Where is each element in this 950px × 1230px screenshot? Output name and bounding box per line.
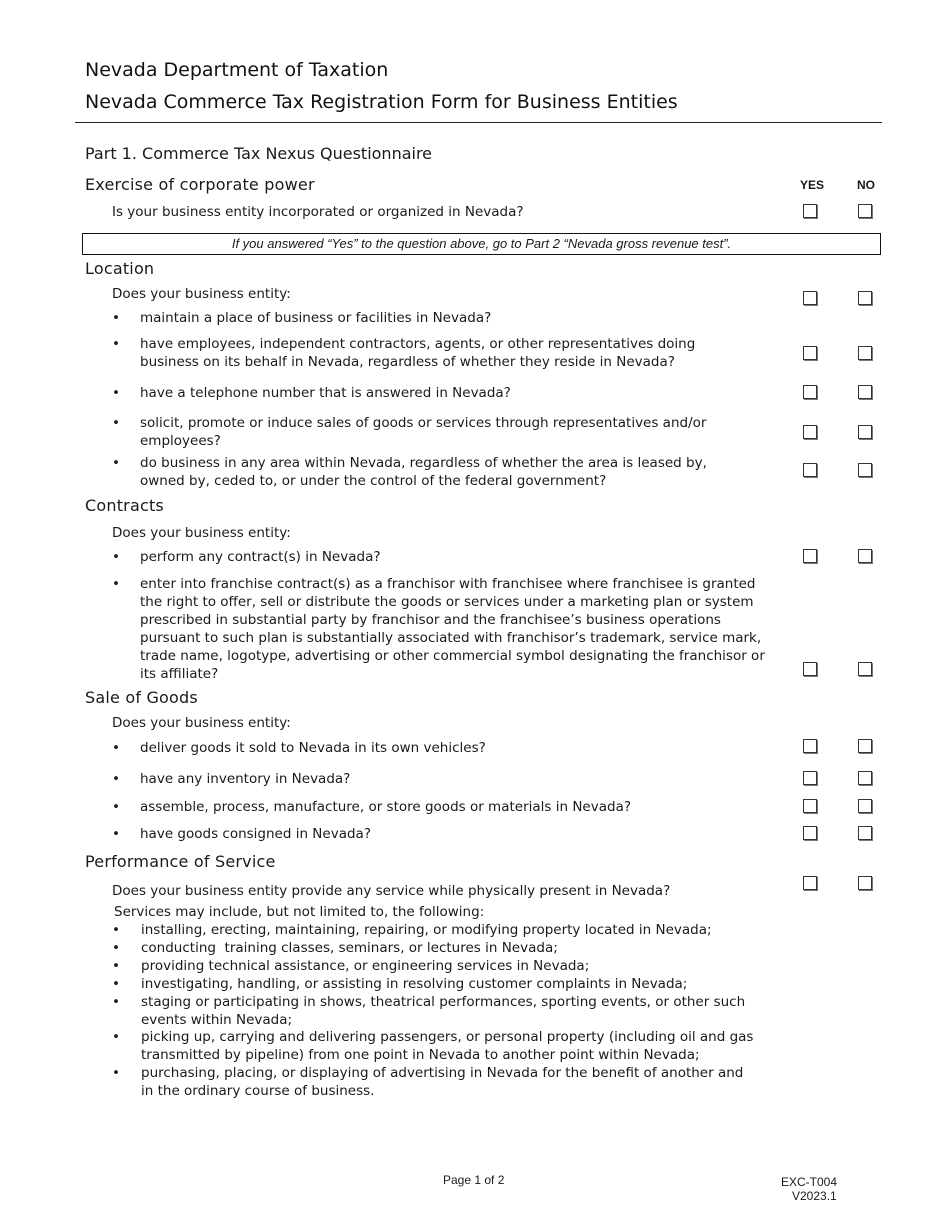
list-item [112,414,772,450]
header-rule [75,122,882,123]
bullet: • [112,958,120,974]
yes-checkbox-goods-assemble[interactable] [803,799,817,813]
page-number: Page 1 of 2 [443,1173,505,1187]
question-incorporated: Is your business entity incorporated or organized in Nevada? [112,204,524,220]
yes-checkbox-service[interactable] [803,876,817,890]
no-checkbox-location-federal-area[interactable] [858,463,872,477]
location-intro: Does your business entity: [112,286,291,302]
list-item [112,921,772,939]
list-item-text: investigating, handling, or assisting in resolving customer complaints in Nevada; [141,976,688,992]
no-checkbox-incorporated[interactable] [858,204,872,218]
list-item [112,825,772,843]
list-item-text: picking up, carrying and delivering passengers, or personal property (including oil and gas transmitted by pipeline) from one point in Nevada to another point within Nevada; [141,1029,754,1063]
department-name: Nevada Department of Taxation [85,59,389,81]
list-item [112,575,772,683]
section-title-contracts: Contracts [85,496,164,515]
list-item-text: deliver goods it sold to Nevada in its own vehicles? [140,740,486,756]
no-checkbox-service[interactable] [858,876,872,890]
list-item-text: have employees, independent contractors, agents, or other representatives doing business on its behalf in Nevada, regardless of whether they reside in Nevada? [140,336,696,370]
bullet: • [112,940,120,956]
part1-title: Part 1. Commerce Tax Nexus Questionnaire [85,144,433,163]
no-checkbox-location-telephone[interactable] [858,385,872,399]
list-item-text: have a telephone number that is answered in Nevada? [140,385,511,401]
no-checkbox-goods-assemble[interactable] [858,799,872,813]
bullet: • [112,1029,120,1045]
list-item [112,548,772,566]
list-item [112,939,772,957]
list-item-text: solicit, promote or induce sales of goods or services through representatives and/or employees? [140,415,707,449]
yes-checkbox-goods-deliver[interactable] [803,739,817,753]
list-item [112,993,772,1029]
yes-checkbox-location-intro[interactable] [803,291,817,305]
bullet: • [112,740,120,756]
yes-checkbox-contracts-franchise[interactable] [803,662,817,676]
contracts-intro: Does your business entity: [112,525,291,541]
bullet: • [112,1065,120,1081]
bullet: • [112,994,120,1010]
section-title-goods: Sale of Goods [85,688,198,707]
no-checkbox-location-intro[interactable] [858,291,872,305]
no-checkbox-location-solicit[interactable] [858,425,872,439]
form-version: V2023.1 [792,1189,837,1203]
list-item-text: installing, erecting, maintaining, repairing, or modifying property located in Nevada; [141,922,712,938]
no-checkbox-contracts-franchise[interactable] [858,662,872,676]
list-item-text: have goods consigned in Nevada? [140,826,371,842]
list-item-text: have any inventory in Nevada? [140,771,351,787]
section-title-exercise: Exercise of corporate power [85,175,315,194]
list-item-text: enter into franchise contract(s) as a franchisor with franchisee where franchisee is granted the right to offer, sell or distribute the goods or services under a marketing plan or system prescribed in substantial party by franchisor and the franchisee’s business operations pursuant to such plan is substantially associated with franchisor’s trademark, service mark, trade name, logotype, advertising or other commercial symbol designating the franchisor or its affiliate? [140,576,765,682]
section-title-service: Performance of Service [85,852,276,871]
form-code: EXC-T004 [781,1175,838,1189]
list-item-text: staging or participating in shows, theatrical performances, sporting events, or other such events within Nevada; [141,994,746,1028]
bullet: • [112,976,120,992]
bullet: • [112,922,120,938]
list-item [112,770,772,788]
list-item-text: providing technical assistance, or engineering services in Nevada; [141,958,590,974]
bullet: • [112,576,120,592]
question-service: Does your business entity provide any service while physically present in Nevada? [112,883,671,899]
goods-intro: Does your business entity: [112,715,291,731]
yes-checkbox-location-employees[interactable] [803,346,817,360]
list-item [112,1064,772,1100]
no-checkbox-goods-consigned[interactable] [858,826,872,840]
bullet: • [112,826,120,842]
yes-checkbox-location-solicit[interactable] [803,425,817,439]
bullet: • [112,415,120,431]
bullet: • [112,310,120,326]
yes-checkbox-contracts-perform[interactable] [803,549,817,563]
section-title-location: Location [85,259,155,278]
no-column-header: NO [857,178,875,192]
bullet: • [112,385,120,401]
no-checkbox-location-employees[interactable] [858,346,872,360]
list-item [112,309,772,327]
yes-checkbox-location-federal-area[interactable] [803,463,817,477]
list-item-text: assemble, process, manufacture, or store goods or materials in Nevada? [140,799,632,815]
service-list-intro: Services may include, but not limited to, the following: [114,904,485,920]
list-item [112,335,772,371]
list-item-text: do business in any area within Nevada, regardless of whether the area is leased by, owned by, ceded to, or under the control of the federal government? [140,455,707,489]
no-checkbox-goods-inventory[interactable] [858,771,872,785]
bullet: • [112,799,120,815]
bullet: • [112,771,120,787]
no-checkbox-contracts-perform[interactable] [858,549,872,563]
list-item [112,384,772,402]
list-item [112,798,772,816]
bullet: • [112,549,120,565]
list-item [112,1028,772,1064]
form-title: Nevada Commerce Tax Registration Form for Business Entities [85,91,678,113]
no-checkbox-goods-deliver[interactable] [858,739,872,753]
list-item-text: conducting training classes, seminars, or lectures in Nevada; [141,940,558,956]
list-item [112,739,772,757]
yes-checkbox-goods-inventory[interactable] [803,771,817,785]
yes-checkbox-location-telephone[interactable] [803,385,817,399]
yes-column-header: YES [800,178,825,192]
list-item-text: maintain a place of business or facilities in Nevada? [140,310,492,326]
list-item-text: purchasing, placing, or displaying of advertising in Nevada for the benefit of another and in the ordinary course of business. [141,1065,744,1099]
list-item [112,454,772,490]
bullet: • [112,336,120,352]
yes-checkbox-incorporated[interactable] [803,204,817,218]
list-item-text: perform any contract(s) in Nevada? [140,549,381,565]
bullet: • [112,455,120,471]
instruction-note: If you answered “Yes” to the question above, go to Part 2 “Nevada gross revenue test”. [82,233,881,255]
list-item [112,975,772,993]
yes-checkbox-goods-consigned[interactable] [803,826,817,840]
list-item [112,957,772,975]
